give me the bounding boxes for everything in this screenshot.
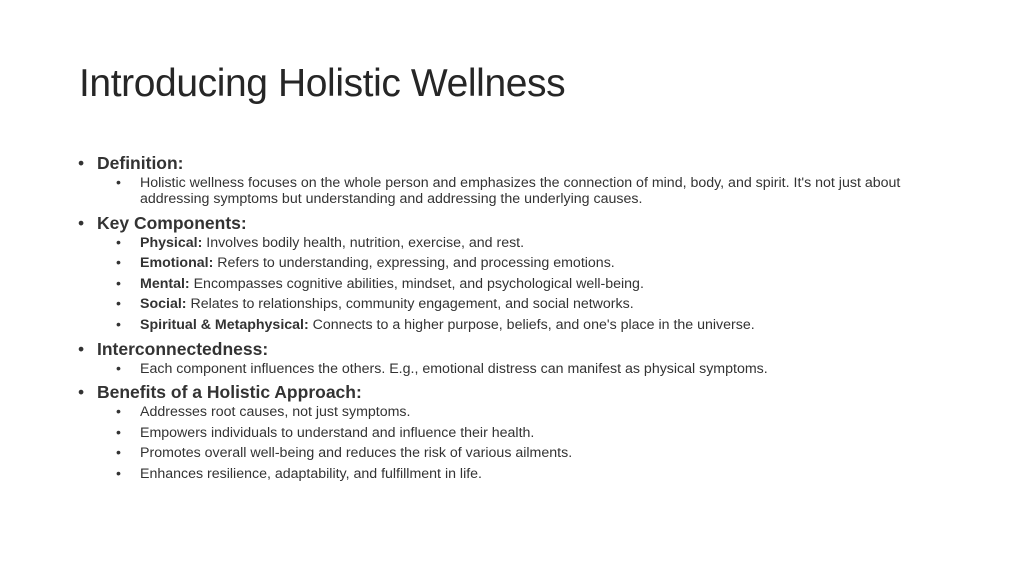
section-benefits: [78, 381, 958, 482]
item-text: Enhances resilience, adaptability, and fulfillment in life.: [140, 465, 483, 482]
list-item: [78, 466, 958, 482]
list-item: [78, 175, 958, 207]
item-term: Physical:: [140, 234, 203, 251]
item-text: Connects to a higher purpose, beliefs, and one's place in the universe.: [308, 316, 755, 333]
bullet-icon: •: [116, 296, 121, 313]
list-item: [78, 361, 958, 377]
section-heading-row: [78, 212, 958, 235]
slide-title: Introducing Holistic Wellness: [79, 62, 566, 105]
bullet-icon: •: [116, 445, 121, 462]
list-item: [78, 317, 958, 333]
section-heading-row: [78, 338, 958, 361]
list-item: [78, 235, 958, 251]
bullet-icon: •: [78, 382, 85, 403]
item-text: Addresses root causes, not just symptoms.: [140, 404, 411, 421]
section-heading-row: [78, 381, 958, 404]
bullet-icon: •: [116, 360, 121, 377]
item-term: Mental:: [140, 275, 190, 292]
section-heading-row: [78, 152, 958, 175]
sub-list: [78, 235, 958, 333]
item-text: Promotes overall well-being and reduces the risk of various ailments.: [140, 445, 573, 462]
bullet-icon: •: [116, 316, 121, 333]
section-definition: [78, 152, 958, 207]
sub-list: [78, 361, 958, 377]
section-heading: Interconnectedness:: [97, 338, 269, 359]
section-heading: Benefits of a Holistic Approach:: [97, 382, 362, 403]
item-term: Emotional:: [140, 255, 214, 272]
bullet-icon: •: [78, 153, 85, 173]
item-text: Each component influences the others. E.g., emotional distress can manifest as physical symptoms.: [140, 360, 768, 377]
bullet-icon: •: [78, 212, 85, 233]
item-text: Empowers individuals to understand and influence their health.: [140, 424, 535, 441]
bullet-icon: •: [116, 424, 121, 441]
bullet-icon: •: [116, 255, 121, 272]
bullet-icon: •: [116, 175, 121, 191]
item-term: Social:: [140, 296, 187, 313]
sub-list: [78, 175, 958, 207]
item-term: Spiritual & Metaphysical:: [140, 316, 309, 333]
bullet-icon: •: [116, 234, 121, 251]
bullet-icon: •: [116, 404, 121, 421]
slide-body: [78, 152, 958, 487]
item-text: Holistic wellness focuses on the whole person and emphasizes the connection of mind, body, and spirit. It's not just about addressing symptoms but understanding and addressing the underlying causes.: [140, 175, 901, 207]
list-item: [78, 255, 958, 271]
bullet-icon: •: [78, 338, 85, 359]
item-text: Relates to relationships, community engagement, and social networks.: [186, 296, 634, 313]
section-heading: Definition:: [97, 153, 184, 173]
list-item: [78, 404, 958, 420]
section-heading: Key Components:: [97, 212, 247, 233]
list-item: [78, 296, 958, 312]
list-item: [78, 276, 958, 292]
section-interconnectedness: [78, 338, 958, 377]
sub-list: [78, 404, 958, 482]
bullet-icon: •: [116, 275, 121, 292]
list-item: [78, 425, 958, 441]
item-text: Encompasses cognitive abilities, mindset, and psychological well-being.: [189, 275, 644, 292]
item-text: Involves bodily health, nutrition, exercise, and rest.: [202, 234, 525, 251]
list-item: [78, 445, 958, 461]
bullet-icon: •: [116, 465, 121, 482]
item-text: Refers to understanding, expressing, and processing emotions.: [213, 255, 615, 272]
section-key-components: [78, 212, 958, 333]
